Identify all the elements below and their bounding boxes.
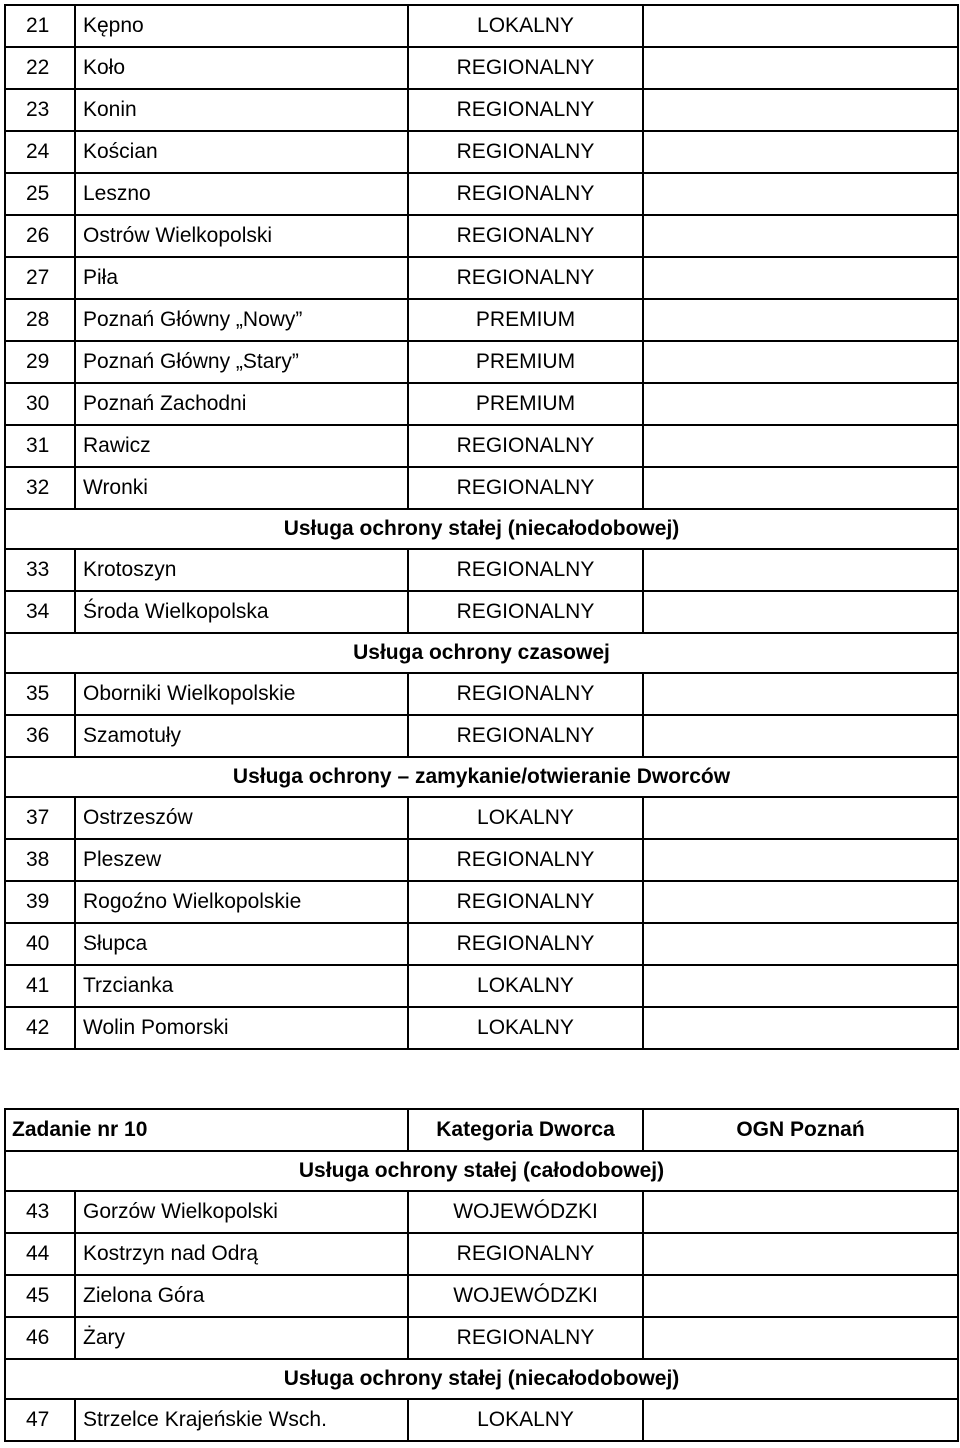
station-name: Poznań Główny „Stary” (75, 341, 408, 383)
station-name: Krotoszyn (75, 549, 408, 591)
empty-cell (643, 839, 958, 881)
row-number: 26 (5, 215, 75, 257)
section-title: Usługa ochrony czasowej (5, 633, 958, 673)
empty-cell (643, 47, 958, 89)
station-name: Wronki (75, 467, 408, 509)
empty-cell (643, 131, 958, 173)
table-row (5, 215, 958, 257)
row-number: 25 (5, 173, 75, 215)
section-title: Usługa ochrony stałej (niecałodobowej) (5, 509, 958, 549)
row-number: 35 (5, 673, 75, 715)
empty-cell (643, 715, 958, 757)
table-row (5, 673, 958, 715)
row-number: 34 (5, 591, 75, 633)
station-category: REGIONALNY (408, 89, 643, 131)
table-row (5, 881, 958, 923)
table-row (5, 839, 958, 881)
table-row (5, 549, 958, 591)
empty-cell (643, 591, 958, 633)
empty-cell (643, 965, 958, 1007)
station-name: Kostrzyn nad Odrą (75, 1233, 408, 1275)
station-name: Leszno (75, 173, 408, 215)
empty-cell (643, 89, 958, 131)
section-row (5, 633, 958, 673)
station-category: LOKALNY (408, 1007, 643, 1049)
station-name: Rogoźno Wielkopolskie (75, 881, 408, 923)
station-category: LOKALNY (408, 797, 643, 839)
station-name: Szamotuły (75, 715, 408, 757)
empty-cell (643, 923, 958, 965)
station-category: REGIONALNY (408, 549, 643, 591)
empty-cell (643, 383, 958, 425)
table-row (5, 5, 958, 47)
station-name: Wolin Pomorski (75, 1007, 408, 1049)
table-header-row (5, 1109, 958, 1151)
station-category: REGIONALNY (408, 173, 643, 215)
table-row (5, 797, 958, 839)
section-title: Usługa ochrony stałej (całodobowej) (5, 1151, 958, 1191)
section-row (5, 509, 958, 549)
station-name: Środa Wielkopolska (75, 591, 408, 633)
station-category: LOKALNY (408, 965, 643, 1007)
row-number: 43 (5, 1191, 75, 1233)
table-row (5, 467, 958, 509)
table-row (5, 47, 958, 89)
section-title: Usługa ochrony stałej (niecałodobowej) (5, 1359, 958, 1399)
station-category: LOKALNY (408, 5, 643, 47)
station-name: Poznań Zachodni (75, 383, 408, 425)
table-row (5, 131, 958, 173)
station-name: Gorzów Wielkopolski (75, 1191, 408, 1233)
station-category: PREMIUM (408, 341, 643, 383)
row-number: 33 (5, 549, 75, 591)
table-row (5, 1233, 958, 1275)
station-category: PREMIUM (408, 299, 643, 341)
table-row (5, 1007, 958, 1049)
station-name: Oborniki Wielkopolskie (75, 673, 408, 715)
station-category: REGIONALNY (408, 715, 643, 757)
station-name: Rawicz (75, 425, 408, 467)
stations-table-a-body (5, 5, 958, 1049)
station-name: Strzelce Krajeńskie Wsch. (75, 1399, 408, 1441)
table-row (5, 591, 958, 633)
station-name: Trzcianka (75, 965, 408, 1007)
station-category: REGIONALNY (408, 923, 643, 965)
row-number: 40 (5, 923, 75, 965)
station-name: Kępno (75, 5, 408, 47)
row-number: 23 (5, 89, 75, 131)
station-category: WOJEWÓDZKI (408, 1275, 643, 1317)
empty-cell (643, 299, 958, 341)
station-category: REGIONALNY (408, 467, 643, 509)
table-row (5, 715, 958, 757)
row-number: 32 (5, 467, 75, 509)
station-category: REGIONALNY (408, 839, 643, 881)
table-row (5, 173, 958, 215)
row-number: 44 (5, 1233, 75, 1275)
empty-cell (643, 1191, 958, 1233)
table-row (5, 89, 958, 131)
empty-cell (643, 1007, 958, 1049)
empty-cell (643, 1233, 958, 1275)
empty-cell (643, 673, 958, 715)
empty-cell (643, 425, 958, 467)
table-row (5, 923, 958, 965)
row-number: 38 (5, 839, 75, 881)
station-name: Koło (75, 47, 408, 89)
station-name: Kościan (75, 131, 408, 173)
table-row (5, 965, 958, 1007)
section-row (5, 1151, 958, 1191)
category-header: Kategoria Dworca (408, 1109, 643, 1151)
empty-cell (643, 215, 958, 257)
table-row (5, 1317, 958, 1359)
empty-cell (643, 467, 958, 509)
station-name: Słupca (75, 923, 408, 965)
table-row (5, 299, 958, 341)
station-name: Ostrów Wielkopolski (75, 215, 408, 257)
row-number: 41 (5, 965, 75, 1007)
row-number: 36 (5, 715, 75, 757)
table-row (5, 1399, 958, 1441)
table-row (5, 1275, 958, 1317)
station-name: Pleszew (75, 839, 408, 881)
row-number: 45 (5, 1275, 75, 1317)
section-row (5, 757, 958, 797)
row-number: 29 (5, 341, 75, 383)
row-number: 24 (5, 131, 75, 173)
section-title: Usługa ochrony – zamykanie/otwieranie Dworców (5, 757, 958, 797)
station-name: Konin (75, 89, 408, 131)
empty-cell (643, 5, 958, 47)
station-category: PREMIUM (408, 383, 643, 425)
stations-table-a (4, 4, 959, 1050)
row-number: 22 (5, 47, 75, 89)
station-category: WOJEWÓDZKI (408, 1191, 643, 1233)
row-number: 28 (5, 299, 75, 341)
row-number: 42 (5, 1007, 75, 1049)
table-row (5, 383, 958, 425)
empty-cell (643, 797, 958, 839)
ogn-header: OGN Poznań (643, 1109, 958, 1151)
section-row (5, 1359, 958, 1399)
stations-table-b (4, 1108, 959, 1442)
station-category: REGIONALNY (408, 131, 643, 173)
stations-table-b-body (5, 1109, 958, 1441)
station-name: Piła (75, 257, 408, 299)
station-category: REGIONALNY (408, 673, 643, 715)
station-name: Poznań Główny „Nowy” (75, 299, 408, 341)
empty-cell (643, 1317, 958, 1359)
empty-cell (643, 341, 958, 383)
row-number: 30 (5, 383, 75, 425)
station-category: LOKALNY (408, 1399, 643, 1441)
row-number: 21 (5, 5, 75, 47)
station-category: REGIONALNY (408, 1233, 643, 1275)
station-category: REGIONALNY (408, 257, 643, 299)
station-category: REGIONALNY (408, 591, 643, 633)
row-number: 46 (5, 1317, 75, 1359)
empty-cell (643, 173, 958, 215)
table-row (5, 1191, 958, 1233)
station-category: REGIONALNY (408, 425, 643, 467)
row-number: 37 (5, 797, 75, 839)
station-category: REGIONALNY (408, 215, 643, 257)
table-row (5, 257, 958, 299)
empty-cell (643, 881, 958, 923)
empty-cell (643, 1275, 958, 1317)
station-category: REGIONALNY (408, 881, 643, 923)
station-category: REGIONALNY (408, 1317, 643, 1359)
table-row (5, 341, 958, 383)
station-name: Zielona Góra (75, 1275, 408, 1317)
row-number: 39 (5, 881, 75, 923)
row-number: 27 (5, 257, 75, 299)
station-name: Ostrzeszów (75, 797, 408, 839)
empty-cell (643, 549, 958, 591)
row-number: 47 (5, 1399, 75, 1441)
station-name: Żary (75, 1317, 408, 1359)
empty-cell (643, 257, 958, 299)
empty-cell (643, 1399, 958, 1441)
table-row (5, 425, 958, 467)
row-number: 31 (5, 425, 75, 467)
task-header: Zadanie nr 10 (5, 1109, 408, 1151)
station-category: REGIONALNY (408, 47, 643, 89)
